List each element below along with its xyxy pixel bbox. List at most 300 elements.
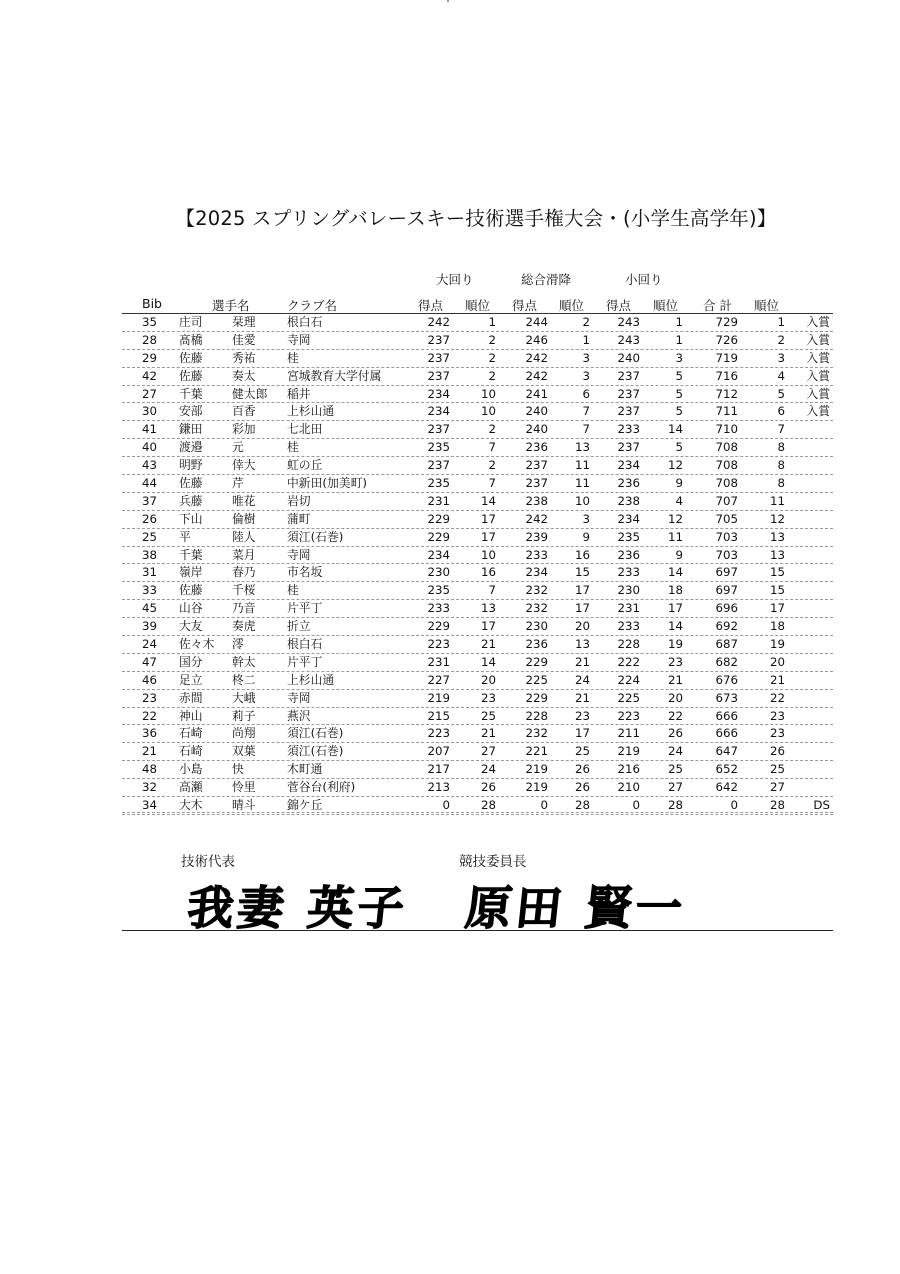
bib-cell: 27 bbox=[142, 386, 158, 401]
first-name-cell: 陸人 bbox=[232, 529, 256, 544]
table-row bbox=[122, 690, 833, 708]
race-director-label: 競技委員長 bbox=[459, 854, 527, 870]
page-marker bbox=[447, 0, 449, 2]
results-table bbox=[122, 314, 833, 815]
score-2-cell: 238 bbox=[525, 493, 548, 508]
rank-1-cell: 10 bbox=[480, 386, 496, 401]
score-2-cell: 240 bbox=[525, 404, 548, 419]
table-row bbox=[122, 493, 833, 511]
last-name-cell: 佐々木 bbox=[179, 637, 215, 652]
rank-2-cell: 6 bbox=[582, 386, 590, 401]
club-cell: 虹の丘 bbox=[287, 458, 323, 473]
score-3-cell: 233 bbox=[617, 565, 640, 580]
first-name-cell: 唯花 bbox=[232, 493, 256, 508]
rank-3-cell: 28 bbox=[667, 798, 683, 813]
overall-rank-cell: 27 bbox=[769, 780, 785, 795]
rank-1-cell: 27 bbox=[480, 744, 496, 759]
bib-cell: 40 bbox=[142, 440, 158, 455]
total-cell: 708 bbox=[715, 476, 738, 491]
club-cell: 片平丁 bbox=[287, 601, 323, 616]
header-total: 合 計 bbox=[703, 298, 732, 313]
rank-1-cell: 14 bbox=[480, 654, 496, 669]
header-bib: Bib bbox=[142, 296, 162, 311]
last-name-cell: 千葉 bbox=[179, 386, 203, 401]
score-1-cell: 242 bbox=[427, 315, 450, 329]
score-1-cell: 215 bbox=[427, 708, 450, 723]
score-3-cell: 216 bbox=[617, 762, 640, 777]
bib-cell: 36 bbox=[142, 726, 158, 741]
last-name-cell: 石崎 bbox=[179, 744, 203, 759]
last-name-cell: 嶺岸 bbox=[179, 565, 203, 580]
bib-cell: 37 bbox=[142, 493, 158, 508]
rank-1-cell: 7 bbox=[488, 583, 496, 598]
score-3-cell: 237 bbox=[617, 368, 640, 383]
score-1-cell: 223 bbox=[427, 637, 450, 652]
table-row bbox=[122, 743, 833, 761]
rank-1-cell: 14 bbox=[480, 493, 496, 508]
first-name-cell: 晴斗 bbox=[232, 798, 256, 813]
rank-2-cell: 17 bbox=[574, 583, 590, 598]
score-1-cell: 237 bbox=[427, 350, 450, 365]
bib-cell: 33 bbox=[142, 583, 158, 598]
table-row bbox=[122, 350, 833, 368]
table-row bbox=[122, 636, 833, 654]
total-cell: 726 bbox=[715, 332, 738, 347]
bib-cell: 39 bbox=[142, 619, 158, 634]
total-cell: 703 bbox=[715, 547, 738, 562]
score-3-cell: 243 bbox=[617, 332, 640, 347]
rank-3-cell: 9 bbox=[675, 547, 683, 562]
first-name-cell: 芹 bbox=[232, 476, 244, 491]
rank-2-cell: 25 bbox=[574, 744, 590, 759]
overall-rank-cell: 25 bbox=[769, 762, 785, 777]
rank-1-cell: 2 bbox=[488, 368, 496, 383]
overall-rank-cell: 5 bbox=[777, 386, 785, 401]
first-name-cell: 春乃 bbox=[232, 565, 256, 580]
bib-cell: 45 bbox=[142, 601, 158, 616]
rank-2-cell: 3 bbox=[582, 511, 590, 526]
table-row bbox=[122, 403, 833, 421]
rank-3-cell: 20 bbox=[667, 690, 683, 705]
header-rank-1: 順位 bbox=[465, 298, 491, 313]
page-title: 【2025 スプリングバレースキー技術選手権大会・(小学生高学年)】 bbox=[175, 207, 777, 230]
score-2-cell: 0 bbox=[540, 798, 548, 813]
last-name-cell: 佐藤 bbox=[179, 583, 203, 598]
total-cell: 697 bbox=[715, 565, 738, 580]
club-cell: 木町通 bbox=[287, 762, 323, 777]
total-cell: 707 bbox=[715, 493, 738, 508]
bib-cell: 30 bbox=[142, 404, 158, 419]
bib-cell: 32 bbox=[142, 780, 158, 795]
score-3-cell: 235 bbox=[617, 529, 640, 544]
last-name-cell: 石崎 bbox=[179, 726, 203, 741]
first-name-cell: 奏虎 bbox=[232, 619, 256, 634]
bib-cell: 41 bbox=[142, 422, 158, 437]
table-row bbox=[122, 708, 833, 726]
bib-cell: 26 bbox=[142, 511, 158, 526]
rank-3-cell: 27 bbox=[667, 780, 683, 795]
rank-1-cell: 24 bbox=[480, 762, 496, 777]
overall-rank-cell: 21 bbox=[769, 672, 785, 687]
score-3-cell: 224 bbox=[617, 672, 640, 687]
total-cell: 716 bbox=[715, 368, 738, 383]
overall-rank-cell: 1 bbox=[777, 315, 785, 329]
score-2-cell: 239 bbox=[525, 529, 548, 544]
score-2-cell: 242 bbox=[525, 511, 548, 526]
score-1-cell: 231 bbox=[427, 654, 450, 669]
overall-rank-cell: 11 bbox=[769, 493, 785, 508]
bib-cell: 29 bbox=[142, 350, 158, 365]
first-name-cell: 佳愛 bbox=[232, 332, 256, 347]
table-row bbox=[122, 529, 833, 547]
rank-1-cell: 13 bbox=[480, 601, 496, 616]
last-name-cell: 大友 bbox=[179, 619, 203, 634]
bib-cell: 42 bbox=[142, 368, 158, 383]
club-cell: 桂 bbox=[287, 440, 299, 455]
score-1-cell: 237 bbox=[427, 422, 450, 437]
first-name-cell: 澪 bbox=[232, 637, 244, 652]
score-2-cell: 228 bbox=[525, 708, 548, 723]
score-1-cell: 233 bbox=[427, 601, 450, 616]
rank-2-cell: 16 bbox=[574, 547, 590, 562]
total-cell: 712 bbox=[715, 386, 738, 401]
club-cell: 燕沢 bbox=[287, 708, 311, 723]
bib-cell: 38 bbox=[142, 547, 158, 562]
first-name-cell: 奏太 bbox=[232, 368, 256, 383]
rank-3-cell: 14 bbox=[667, 422, 683, 437]
score-3-cell: 234 bbox=[617, 458, 640, 473]
club-cell: 片平丁 bbox=[287, 654, 323, 669]
last-name-cell: 高瀬 bbox=[179, 780, 203, 795]
table-row bbox=[122, 564, 833, 582]
club-cell: 折立 bbox=[287, 619, 311, 634]
rank-3-cell: 5 bbox=[675, 404, 683, 419]
club-cell: 上杉山通 bbox=[287, 672, 335, 687]
header-club: クラブ名 bbox=[287, 298, 338, 313]
score-3-cell: 243 bbox=[617, 315, 640, 329]
score-2-cell: 219 bbox=[525, 780, 548, 795]
header-rank-3: 順位 bbox=[653, 298, 679, 313]
score-3-cell: 236 bbox=[617, 476, 640, 491]
rank-2-cell: 9 bbox=[582, 529, 590, 544]
last-name-cell: 小島 bbox=[179, 762, 203, 777]
score-3-cell: 231 bbox=[617, 601, 640, 616]
score-1-cell: 237 bbox=[427, 332, 450, 347]
overall-rank-cell: 28 bbox=[769, 798, 785, 813]
last-name-cell: 足立 bbox=[179, 672, 203, 687]
score-2-cell: 236 bbox=[525, 637, 548, 652]
overall-rank-cell: 15 bbox=[769, 565, 785, 580]
club-cell: 稲井 bbox=[287, 386, 311, 401]
rank-3-cell: 19 bbox=[667, 637, 683, 652]
score-1-cell: 235 bbox=[427, 476, 450, 491]
first-name-cell: 大峨 bbox=[232, 690, 256, 705]
group-header-slalom: 小回り bbox=[625, 272, 663, 287]
score-2-cell: 236 bbox=[525, 440, 548, 455]
overall-rank-cell: 8 bbox=[777, 476, 785, 491]
table-row bbox=[122, 439, 833, 457]
last-name-cell: 大木 bbox=[179, 798, 203, 813]
score-3-cell: 233 bbox=[617, 422, 640, 437]
rank-3-cell: 14 bbox=[667, 565, 683, 580]
total-cell: 666 bbox=[715, 708, 738, 723]
rank-1-cell: 17 bbox=[480, 511, 496, 526]
last-name-cell: 兵藤 bbox=[179, 493, 203, 508]
score-3-cell: 240 bbox=[617, 350, 640, 365]
score-3-cell: 237 bbox=[617, 404, 640, 419]
header-score-2: 得点 bbox=[512, 298, 538, 313]
rank-2-cell: 26 bbox=[574, 762, 590, 777]
technical-delegate-signature: 我妻 英子 bbox=[184, 881, 411, 935]
score-1-cell: 237 bbox=[427, 458, 450, 473]
rank-3-cell: 5 bbox=[675, 386, 683, 401]
table-row bbox=[122, 779, 833, 797]
rank-2-cell: 15 bbox=[574, 565, 590, 580]
rank-1-cell: 10 bbox=[480, 404, 496, 419]
score-2-cell: 234 bbox=[525, 565, 548, 580]
header-overall-rank: 順位 bbox=[754, 298, 780, 313]
award-cell: 入賞 bbox=[806, 332, 830, 347]
bib-cell: 44 bbox=[142, 476, 158, 491]
rank-1-cell: 1 bbox=[488, 315, 496, 329]
score-1-cell: 223 bbox=[427, 726, 450, 741]
score-2-cell: 229 bbox=[525, 690, 548, 705]
score-2-cell: 242 bbox=[525, 368, 548, 383]
score-1-cell: 234 bbox=[427, 386, 450, 401]
rank-2-cell: 26 bbox=[574, 780, 590, 795]
rank-2-cell: 1 bbox=[582, 332, 590, 347]
score-1-cell: 230 bbox=[427, 565, 450, 580]
total-cell: 673 bbox=[715, 690, 738, 705]
overall-rank-cell: 2 bbox=[777, 332, 785, 347]
group-header-giant-slalom: 大回り bbox=[436, 272, 474, 287]
club-cell: 桂 bbox=[287, 350, 299, 365]
club-cell: 須江(石巻) bbox=[287, 726, 344, 741]
first-name-cell: 彩加 bbox=[232, 422, 256, 437]
rank-3-cell: 22 bbox=[667, 708, 683, 723]
score-2-cell: 225 bbox=[525, 672, 548, 687]
score-3-cell: 238 bbox=[617, 493, 640, 508]
score-2-cell: 219 bbox=[525, 762, 548, 777]
overall-rank-cell: 6 bbox=[777, 404, 785, 419]
club-cell: 中新田(加美町) bbox=[287, 476, 367, 491]
table-row bbox=[122, 332, 833, 350]
score-1-cell: 229 bbox=[427, 619, 450, 634]
score-3-cell: 237 bbox=[617, 440, 640, 455]
header-score-3: 得点 bbox=[606, 298, 632, 313]
rank-2-cell: 20 bbox=[574, 619, 590, 634]
overall-rank-cell: 7 bbox=[777, 422, 785, 437]
rank-3-cell: 12 bbox=[667, 511, 683, 526]
score-3-cell: 233 bbox=[617, 619, 640, 634]
rank-3-cell: 12 bbox=[667, 458, 683, 473]
club-cell: 岩切 bbox=[287, 493, 311, 508]
rank-2-cell: 17 bbox=[574, 601, 590, 616]
club-cell: 市名坂 bbox=[287, 565, 323, 580]
table-row bbox=[122, 582, 833, 600]
score-2-cell: 233 bbox=[525, 547, 548, 562]
total-cell: 682 bbox=[715, 654, 738, 669]
rank-1-cell: 26 bbox=[480, 780, 496, 795]
table-row bbox=[122, 672, 833, 690]
score-3-cell: 234 bbox=[617, 511, 640, 526]
overall-rank-cell: 23 bbox=[769, 726, 785, 741]
rank-3-cell: 17 bbox=[667, 601, 683, 616]
overall-rank-cell: 26 bbox=[769, 744, 785, 759]
rank-1-cell: 17 bbox=[480, 619, 496, 634]
club-cell: 須江(石巻) bbox=[287, 744, 344, 759]
score-2-cell: 230 bbox=[525, 619, 548, 634]
score-3-cell: 223 bbox=[617, 708, 640, 723]
total-cell: 647 bbox=[715, 744, 738, 759]
rank-1-cell: 2 bbox=[488, 422, 496, 437]
bib-cell: 46 bbox=[142, 672, 158, 687]
bib-cell: 23 bbox=[142, 690, 158, 705]
club-cell: 桂 bbox=[287, 583, 299, 598]
rank-2-cell: 3 bbox=[582, 350, 590, 365]
rank-3-cell: 1 bbox=[675, 315, 683, 329]
last-name-cell: 佐藤 bbox=[179, 368, 203, 383]
first-name-cell: 乃音 bbox=[232, 601, 256, 616]
first-name-cell: 双葉 bbox=[232, 744, 256, 759]
first-name-cell: 栞理 bbox=[232, 315, 256, 329]
bib-cell: 22 bbox=[142, 708, 158, 723]
award-cell: DS bbox=[813, 798, 830, 813]
overall-rank-cell: 22 bbox=[769, 690, 785, 705]
score-1-cell: 234 bbox=[427, 404, 450, 419]
first-name-cell: 柊二 bbox=[232, 672, 256, 687]
rank-3-cell: 9 bbox=[675, 476, 683, 491]
score-2-cell: 246 bbox=[525, 332, 548, 347]
table-row bbox=[122, 511, 833, 529]
first-name-cell: 尚翔 bbox=[232, 726, 256, 741]
rank-1-cell: 7 bbox=[488, 440, 496, 455]
rank-3-cell: 26 bbox=[667, 726, 683, 741]
first-name-cell: 千桜 bbox=[232, 583, 256, 598]
score-2-cell: 237 bbox=[525, 458, 548, 473]
rank-2-cell: 7 bbox=[582, 404, 590, 419]
award-cell: 入賞 bbox=[806, 386, 830, 401]
total-cell: 711 bbox=[715, 404, 738, 419]
total-cell: 710 bbox=[715, 422, 738, 437]
first-name-cell: 怜里 bbox=[232, 780, 256, 795]
rank-3-cell: 18 bbox=[667, 583, 683, 598]
overall-rank-cell: 19 bbox=[769, 637, 785, 652]
header-score-1: 得点 bbox=[418, 298, 444, 313]
first-name-cell: 菜月 bbox=[232, 547, 256, 562]
last-name-cell: 平 bbox=[179, 529, 191, 544]
overall-rank-cell: 15 bbox=[769, 583, 785, 598]
overall-rank-cell: 8 bbox=[777, 440, 785, 455]
total-cell: 708 bbox=[715, 440, 738, 455]
rank-1-cell: 2 bbox=[488, 350, 496, 365]
last-name-cell: 鎌田 bbox=[179, 422, 203, 437]
rank-2-cell: 24 bbox=[574, 672, 590, 687]
rank-3-cell: 24 bbox=[667, 744, 683, 759]
total-cell: 708 bbox=[715, 458, 738, 473]
first-name-cell: 秀祐 bbox=[232, 350, 256, 365]
last-name-cell: 庄司 bbox=[179, 315, 203, 329]
rank-1-cell: 28 bbox=[480, 798, 496, 813]
table-row bbox=[122, 761, 833, 779]
club-cell: 菅谷台(利府) bbox=[287, 780, 356, 795]
score-2-cell: 242 bbox=[525, 350, 548, 365]
score-3-cell: 222 bbox=[617, 654, 640, 669]
award-cell: 入賞 bbox=[806, 368, 830, 383]
rank-1-cell: 10 bbox=[480, 547, 496, 562]
table-row bbox=[122, 421, 833, 439]
bib-cell: 24 bbox=[142, 637, 158, 652]
table-row bbox=[122, 314, 833, 332]
club-cell: 宮城教育大学付属 bbox=[287, 368, 382, 383]
score-3-cell: 237 bbox=[617, 386, 640, 401]
rank-3-cell: 5 bbox=[675, 368, 683, 383]
bib-cell: 31 bbox=[142, 565, 158, 580]
club-cell: 蒲町 bbox=[287, 511, 311, 526]
last-name-cell: 髙橋 bbox=[179, 332, 203, 347]
rank-2-cell: 10 bbox=[574, 493, 590, 508]
score-1-cell: 234 bbox=[427, 547, 450, 562]
last-name-cell: 千葉 bbox=[179, 547, 203, 562]
score-2-cell: 221 bbox=[525, 744, 548, 759]
last-name-cell: 神山 bbox=[179, 708, 203, 723]
score-2-cell: 232 bbox=[525, 583, 548, 598]
header-name: 選手名 bbox=[212, 298, 250, 313]
rank-2-cell: 11 bbox=[574, 458, 590, 473]
rank-2-cell: 17 bbox=[574, 726, 590, 741]
table-footer-divider bbox=[122, 812, 833, 813]
score-1-cell: 229 bbox=[427, 511, 450, 526]
bib-cell: 34 bbox=[142, 798, 158, 813]
bib-cell: 35 bbox=[142, 315, 158, 329]
club-cell: 寺岡 bbox=[287, 332, 311, 347]
club-cell: 須江(石巻) bbox=[287, 529, 344, 544]
bib-cell: 43 bbox=[142, 458, 158, 473]
overall-rank-cell: 18 bbox=[769, 619, 785, 634]
first-name-cell: 元 bbox=[232, 440, 244, 455]
total-cell: 652 bbox=[715, 762, 738, 777]
rank-2-cell: 11 bbox=[574, 476, 590, 491]
total-cell: 0 bbox=[730, 798, 738, 813]
overall-rank-cell: 13 bbox=[769, 547, 785, 562]
score-1-cell: 213 bbox=[427, 780, 450, 795]
rank-3-cell: 21 bbox=[667, 672, 683, 687]
group-header-combined-descent: 総合滑降 bbox=[521, 272, 572, 287]
overall-rank-cell: 17 bbox=[769, 601, 785, 616]
score-1-cell: 235 bbox=[427, 440, 450, 455]
score-1-cell: 0 bbox=[442, 798, 450, 813]
rank-2-cell: 23 bbox=[574, 708, 590, 723]
rank-3-cell: 5 bbox=[675, 440, 683, 455]
score-2-cell: 240 bbox=[525, 422, 548, 437]
award-cell: 入賞 bbox=[806, 350, 830, 365]
rank-3-cell: 23 bbox=[667, 654, 683, 669]
race-director-signature: 原田 賢一 bbox=[462, 881, 689, 935]
rank-1-cell: 17 bbox=[480, 529, 496, 544]
last-name-cell: 下山 bbox=[179, 511, 203, 526]
score-1-cell: 217 bbox=[427, 762, 450, 777]
overall-rank-cell: 3 bbox=[777, 350, 785, 365]
club-cell: 根白石 bbox=[287, 315, 323, 329]
rank-2-cell: 2 bbox=[582, 315, 590, 329]
first-name-cell: 百香 bbox=[232, 404, 256, 419]
total-cell: 697 bbox=[715, 583, 738, 598]
score-1-cell: 231 bbox=[427, 493, 450, 508]
rank-3-cell: 25 bbox=[667, 762, 683, 777]
rank-1-cell: 7 bbox=[488, 476, 496, 491]
score-2-cell: 229 bbox=[525, 654, 548, 669]
first-name-cell: 健太郎 bbox=[232, 386, 268, 401]
